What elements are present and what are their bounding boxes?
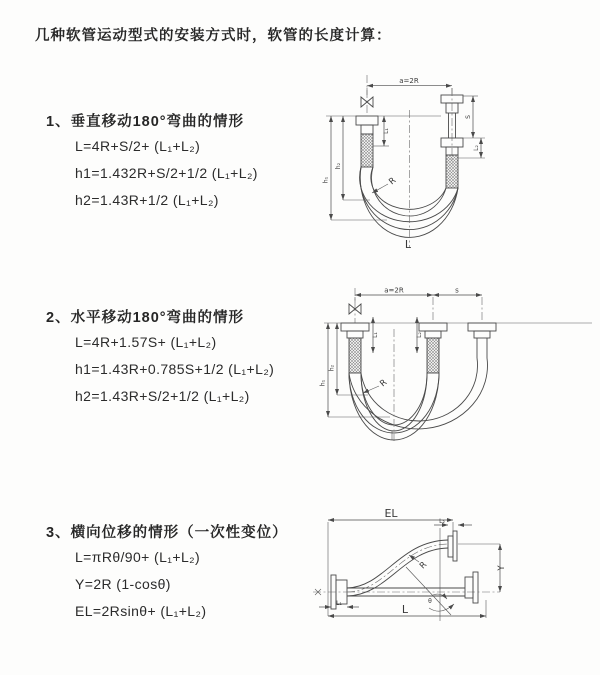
dim-l1-label: L₁	[383, 128, 390, 134]
dim-y-label: Y	[497, 565, 507, 571]
diagram-horizontal-180-bend	[310, 283, 600, 455]
top-flange	[448, 531, 457, 561]
dim-fittings	[372, 317, 423, 353]
dim-l1	[373, 116, 390, 146]
section3-heading: 3、横向位移的情形（一次性变位）	[46, 525, 288, 541]
dim-l2-label: L₂	[439, 518, 445, 525]
u-bend-arcs	[360, 167, 458, 237]
section2-formula-L: L=4R+1.57S+ (L₁+L₂)	[75, 334, 217, 350]
dim-a2r	[367, 77, 452, 95]
dim-s-label: s	[455, 286, 459, 295]
radius-label: R	[387, 175, 399, 188]
dim-a2r-label: a=2R	[384, 286, 404, 295]
dim-l2-label: L₂	[416, 332, 423, 338]
dim-h2-label: h₂	[328, 364, 336, 372]
hose-braid-left	[361, 134, 373, 167]
dim-el-label: EL	[384, 507, 398, 520]
diagram-lateral-displacement	[303, 503, 600, 653]
section3-formula-EL: EL=2Rsinθ+ (L₁+L₂)	[75, 603, 207, 619]
dim-top	[355, 287, 482, 304]
dim-l1-label: L₁	[336, 600, 342, 607]
radius-callout	[372, 176, 398, 193]
dim-a2r-label: a=2R	[399, 77, 419, 85]
radius-label: R	[378, 377, 390, 390]
length-label: L	[404, 238, 412, 251]
section1-formula-h2: h2=1.43R+1/2 (L₁+L₂)	[75, 192, 219, 208]
section2-heading: 2、水平移动180°弯曲的情形	[46, 310, 245, 326]
radius-callout	[409, 555, 429, 571]
dim-l	[328, 600, 486, 618]
section1-formula-h1: h1=1.432R+S/2+1/2 (L₁+L₂)	[75, 165, 258, 181]
hose-braid-right	[446, 155, 458, 188]
theta-label: θ	[428, 598, 432, 605]
section2-formula-h2: h2=1.43R+S/2+1/2 (L₁+L₂)	[75, 388, 250, 404]
dim-h2-label: h₂	[335, 162, 342, 170]
dim-l1	[319, 600, 359, 607]
section3-formula-L: L=πRθ/90+ (L₁+L₂)	[75, 549, 201, 565]
hose-braid-middle	[427, 338, 439, 373]
section1-heading: 1、垂直移动180°弯曲的情形	[46, 114, 245, 130]
dim-s-label: S	[465, 115, 472, 119]
u-bend-arcs	[349, 358, 487, 440]
section2-formula-h1: h1=1.43R+0.785S+1/2 (L₁+L₂)	[75, 361, 275, 377]
hose-braid-left	[349, 338, 361, 373]
section1-formula-L: L=4R+S/2+ (L₁+L₂)	[75, 138, 201, 154]
angle-construction	[406, 528, 454, 621]
right-pipe	[441, 88, 463, 188]
middle-pipe	[419, 297, 447, 373]
section3-formula-Y: Y=2R (1-cosθ)	[75, 576, 171, 592]
dim-l2-label: L₂	[473, 145, 480, 151]
straight-pipe	[347, 572, 500, 603]
dim-l1-label: L₁	[372, 332, 379, 338]
page-title: 几种软管运动型式的安装方式时，软管的长度计算：	[35, 28, 392, 44]
diagram-vertical-180-bend	[312, 72, 590, 260]
left-flange	[313, 575, 347, 609]
dim-h1-label: h₁	[319, 379, 327, 387]
dim-s-l2	[458, 96, 485, 158]
radius-label: R	[417, 559, 430, 572]
dim-h1-label: h₁	[322, 176, 330, 184]
right-pipe	[468, 297, 496, 358]
dim-l-label: L	[401, 603, 409, 616]
